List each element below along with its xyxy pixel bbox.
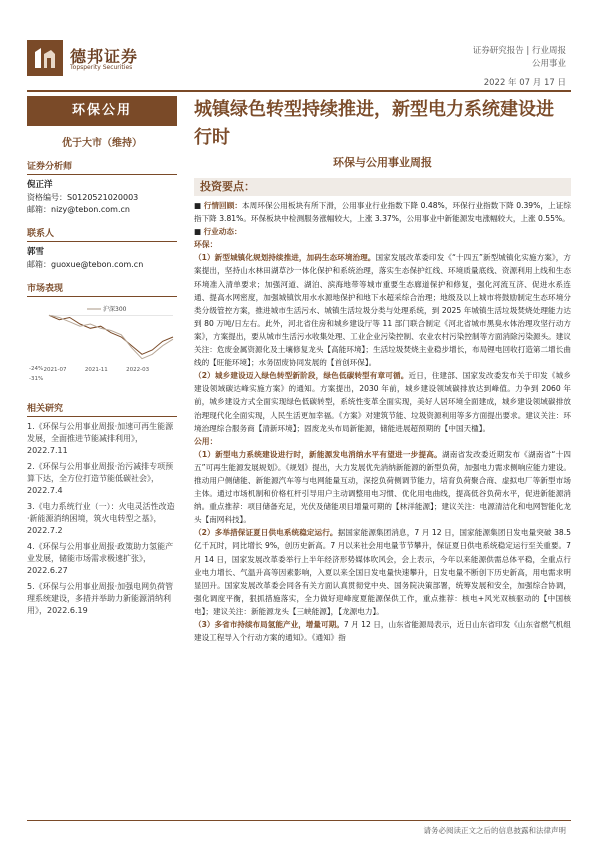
document-sector: 公用事业 <box>531 59 566 69</box>
y-tick-label: -24% <box>29 366 44 372</box>
document-type: 证券研究报告 | 行业周报 <box>472 46 566 56</box>
util-p3-text: 7 月 12 日，山东省能源局表示，近日山东省印发《山东省燃气机组建设工程导入个行动方案的通知》。《通知》指 <box>194 620 571 643</box>
analyst-email[interactable]: 邮箱：nizy@tebon.com.cn <box>27 205 130 214</box>
util-p3-title: （3）多省市持续布局氢能产业，增量可期。 <box>194 620 344 629</box>
market-review-text: 本周环保公用板块有所下滑，公用事业行业指数下降 0.48%，环保行业指数下降 0.39%，上证综指下降 3.81%。环保板块中检测服务涨幅较大，上涨 3.37%，公用事业中新能源发电涨幅较大，上涨 0.55%。 <box>194 201 571 224</box>
market-chart <box>27 301 177 391</box>
env-p2-text: 近日，住建部、国家发改委发布关于印发《城乡建设领域碳达峰实施方案》的通知。方案提出，2030 年前，城乡建设领域碳排放达到峰值。力争到 2060 年前，城乡建设方式全面实现绿色低碳转型，系统性变革全面实现，美好人居环境全面建成，城乡建设领域碳排放治理现代化全面实现，人民生活更加幸福。《方案》对建筑节能、垃圾资源利用等多方面提出要求。建议关注：环境治理综合服务商【清新环境】；固废龙头布局新能源，储能进展超预期的【中国天楹】。 <box>194 371 572 433</box>
market-review <box>194 199 571 225</box>
market-chart-svg <box>27 301 177 391</box>
document-date: 2022 年 07 月 17 日 <box>483 78 566 88</box>
header-divider <box>27 90 571 92</box>
analyst-name: 倪正洋 <box>27 180 53 190</box>
market-heading: 市场表现 <box>27 281 177 297</box>
report-title: 城镇绿色转型持续推进，新型电力系统建设进行时 <box>194 99 554 148</box>
contact-name: 郭雪 <box>27 247 45 257</box>
main-content <box>194 96 571 644</box>
market-review-label: 行情回顾： <box>203 201 243 210</box>
research-item[interactable]: 2.《环保与公用事业周报·治污减排专项预算下达，全方位打造节能低碳社会》，2022.7.4 <box>27 462 174 495</box>
y-tick-label: -31% <box>29 376 44 382</box>
util-p2-text: 据国家能源集团消息，7 月 12 日，国家能源集团日发电量突破 38.5 亿千瓦时，同比增长 9%，创历史新高。7 月以来社会用电量节节攀升，保证夏日供电系统稳定运行至关重要。7 月 14 日，国家发展改革委举行上半年经济形势媒体吹风会，会上表示，今年以来能源供需总体平稳，全重点行业电力增长、气温升高等因素影响，入夏以来全国日发电量快速攀升，日发电量不断创下历史新高，用电需求明显回升。国家发展改革委会同各有关方面认真贯彻党中央、国务院决策部署，统筹发展和安全，加强综合协调，强化调度平衡，狠抓措施落实，全力做好迎峰度夏能源保供工作，重点推荐：核电+风光双核驱动的【中国核电】；建议关注：新能源龙头【三峡能源】，【龙源电力】。 <box>194 528 571 616</box>
investment-points-heading: 投资要点： <box>194 178 571 196</box>
analyst-heading: 证券分析师 <box>27 159 177 175</box>
research-heading: 相关研究 <box>27 401 177 417</box>
x-tick-label: 2022-03 <box>126 367 150 373</box>
page-header <box>0 0 596 90</box>
env-label: 环保： <box>194 240 218 250</box>
env-p1-title: （1）新型城镇化规划持续推进，加码生态环境治理。 <box>194 253 376 263</box>
research-item[interactable]: 4.《环保与公用事业周报·政策助力氢能产业发展，储能市场需求极速扩张》，2022.6.27 <box>27 542 174 575</box>
util-p1-title: （1）新型电力系统建设进行时，新能源发电消纳水平有望进一步提高。 <box>194 449 442 459</box>
bullet-icon: ■ <box>194 201 204 210</box>
util-p1-text: 湖南省发改委近期发布《湖南省“十四五”可再生能源发展规划》。《规划》提出，大力发展优先消纳新能源的新型负荷，加强电力需求侧响应能力建设。推动用户侧储能、新能源汽车等与电网能量互动，深挖负荷侧调节能力，培育负荷聚合商、虚拟电厂等新型市场主体。通过市场机制和价格杠杆引导用户主动调整用电习惯、优化用电曲线，提高低谷负荷水平，促进新能源消纳。重点推荐：项目储备充足，光伏及储能项目增量可期的【林洋能源】；建议关注：电源清洁化和电网智能化龙头【南网科技】。 <box>194 449 571 525</box>
industry-dynamics <box>194 225 571 238</box>
util-paragraph-3 <box>194 618 571 644</box>
industry-dynamics-label: 行业动态： <box>203 227 242 237</box>
x-tick-label: 2021-11 <box>84 367 108 373</box>
brand-name-cn: 德邦证券 <box>70 47 139 66</box>
chart-series-line-1 <box>49 315 173 358</box>
research-list <box>27 421 177 617</box>
bullet-icon: ■ <box>194 227 204 237</box>
sidebar <box>27 96 177 617</box>
sector-banner: 环保公用 <box>27 96 177 126</box>
research-item[interactable]: 3.《电力系统行业（一）：火电灵活性改造·新能源消纳困境，筑火电转型之基》，2022.7.2 <box>27 502 175 535</box>
report-subtitle: 环保与公用事业周报 <box>333 156 432 169</box>
util-paragraph-1 <box>194 448 571 527</box>
env-paragraph-2 <box>194 369 571 434</box>
env-p2-title: （2）城乡建设迈入绿色转型新阶段，绿色低碳转型有章可循。 <box>194 371 409 381</box>
legend-label: 沪深300 <box>103 306 127 313</box>
footer-divider <box>27 820 571 821</box>
env-p1-text: 国家发展改革委印发《“十四五”新型城镇化实施方案》，方案提出，坚持山水林田湖草沙一体化保护和系统治理，落实生态保护红线、环境质量底线、资源利用上线和生态环境准入清单要求；加强河道、湖泊、滨海地带等城市重要生态廊道保护和修复，强化河流互济、促进水系连通、提高水网密度，加强城镇饮用水水源地保护和地下水超采综合治理；地级及以上城市将鼓励制定生态环境分类分级管控方案，推进城市生活污水、城镇生活垃圾分类与处理系统，到 2025 年城镇生活垃圾焚烧处理能力达到 80 万吨/日左右。此外，河北省住房和城乡建设厅等 11 部门联合制定《河北省城市黑臭水体治理攻坚行动方案》，方案提出，要从城市生活污水收集处理、工业企业污染控制、农业农村污染控制等方面消除污染源头。建议关注：危废金属资源化及土壤修复龙头【高能环境】；生活垃圾焚烧主业稳步增长，布局锂电回收打造第二增长曲线的【旺能环境】；水务固废协同发展的【首创环保】。 <box>194 253 571 368</box>
research-item[interactable]: 1.《环保与公用事业周报·加速可再生能源发展，全面推进节能减排利用》，2022.7.11 <box>27 422 174 455</box>
logo-mark-icon <box>27 40 63 76</box>
brand-name-en: Topsperity Securities <box>70 64 133 71</box>
x-tick-label: 2021-07 <box>43 367 67 373</box>
company-logo-icon <box>27 40 63 76</box>
rating-label: 优于大市（维持） <box>62 138 142 149</box>
contact-heading: 联系人 <box>27 226 177 242</box>
env-paragraph-1 <box>194 251 571 369</box>
contact-email[interactable]: 邮箱：guoxue@tebon.com.cn <box>27 260 144 269</box>
footer-disclaimer: 请务必阅读正文之后的信息披露和法律声明 <box>423 826 566 835</box>
research-item[interactable]: 5.《环保与公用事业周报·加强电网负荷管理系统建设，多措并举助力新能源消纳利用》，2022.6.19 <box>27 582 174 615</box>
util-label: 公用： <box>194 436 218 446</box>
analyst-cert: 资格编号：S0120521020003 <box>27 193 139 202</box>
util-paragraph-2 <box>194 526 571 618</box>
util-p2-title: （2）多举措保证夏日供电系统稳定运行。 <box>194 528 338 538</box>
